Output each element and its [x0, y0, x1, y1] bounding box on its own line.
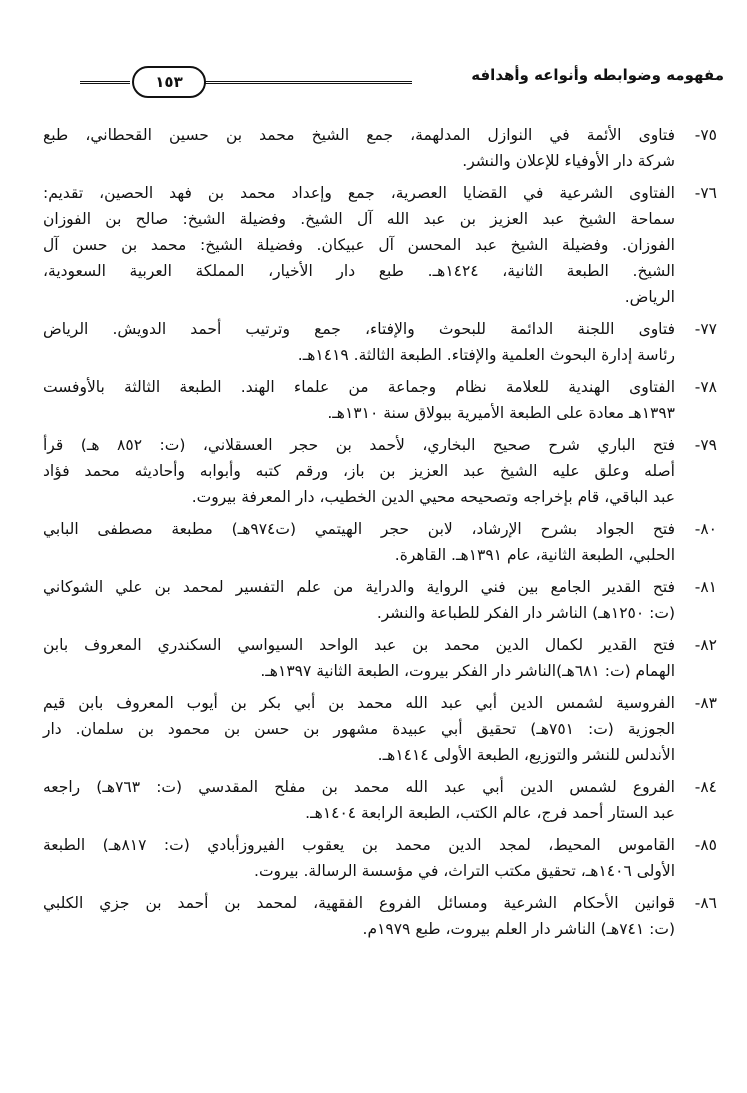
- entry-line: فتح القدير الجامع بين فني الرواية والدراية من علم التفسير لمحمد بن علي الشوكاني: [43, 578, 675, 596]
- entry-number: ٧٦-: [694, 184, 717, 202]
- entry-number: ٨٠-: [694, 520, 717, 538]
- running-header: [80, 62, 724, 102]
- entry-text: [43, 690, 675, 768]
- entry-line: الفوزان. وفضيلة الشيخ عبد المحسن آل عبيكان. وفضيلة الشيخ: محمد بن حسن آل: [43, 236, 675, 254]
- entry-number: ٧٨-: [694, 378, 717, 396]
- entry-number: ٧٩-: [694, 436, 717, 454]
- entry-line: فتح الجواد بشرح الإرشاد، لابن حجر الهيتمي (ت٩٧٤هـ) مطبعة مصطفى البابي: [43, 520, 676, 538]
- entry-line: عبد الستار أحمد فرج، عالم الكتب، الطبعة الرابعة ١٤٠٤هـ.: [305, 804, 675, 822]
- entry-text: [43, 574, 675, 626]
- entry-text: [43, 316, 675, 368]
- bibliography-entry: [43, 516, 717, 568]
- entry-line: الأولى ١٤٠٦هـ، تحقيق مكتب التراث، في مؤسسة الرسالة. بيروت.: [254, 862, 675, 880]
- entry-line: (ت: ٧٤١هـ) الناشر دار العلم بيروت، طبع ١٩٧٩م.: [362, 920, 675, 938]
- bibliography-list: [43, 122, 717, 948]
- entry-number: ٨٥-: [694, 836, 717, 854]
- entry-number: ٧٥-: [694, 126, 717, 144]
- entry-text: [43, 374, 675, 426]
- bibliography-entry: [43, 832, 717, 884]
- bibliography-entry: [43, 316, 717, 368]
- running-title: مفهومه وضوابطه وأنواعه وأهدافه: [471, 66, 724, 84]
- entry-line: فتح الباري شرح صحيح البخاري، لأحمد بن حجر العسقلاني، (ت: ٨٥٢ هـ) قرأ: [43, 436, 675, 454]
- bibliography-entry: [43, 374, 717, 426]
- entry-line: ١٣٩٣هـ معادة على الطبعة الأميرية ببولاق سنة ١٣١٠هـ.: [327, 404, 675, 422]
- bibliography-entry: [43, 690, 717, 768]
- entry-line: الأندلس للنشر والتوزيع، الطبعة الأولى ١٤١٤هـ.: [377, 746, 675, 764]
- entry-number: ٧٧-: [694, 320, 717, 338]
- entry-number: ٨٦-: [694, 894, 717, 912]
- entry-line: الجوزية (ت: ٧٥١هـ) تحقيق أبي عبيدة مشهور بن حسن بن محمود بن سلمان. دار: [43, 720, 675, 738]
- page-number: ١٥٣: [132, 66, 206, 98]
- entry-line: عبد الباقي، قام بإخراجه وتصحيحه محيي الدين الخطيب، دار المعرفة بيروت.: [191, 488, 675, 506]
- entry-line: القاموس المحيط، لمجد الدين محمد بن يعقوب الفيروزأبادي (ت: ٨١٧هـ) الطبعة: [43, 836, 675, 854]
- entry-text: [43, 180, 675, 310]
- bibliography-entry: [43, 774, 717, 826]
- entry-line: رئاسة إدارة البحوث العلمية والإفتاء. الطبعة الثالثة. ١٤١٩هـ.: [297, 346, 675, 364]
- entry-line: أصله وعلق عليه الشيخ عبد العزيز بن باز، ورقم كتبه وأبوابه وأحاديثه محمد فؤاد: [43, 462, 675, 480]
- entry-line: الرياض.: [624, 288, 675, 306]
- entry-number: ٨٣-: [694, 694, 717, 712]
- entry-line: فتاوى اللجنة الدائمة للبحوث والإفتاء، جمع وترتيب أحمد الدويش. الرياض: [43, 320, 675, 338]
- entry-text: [43, 516, 675, 568]
- entry-line: قوانين الأحكام الشرعية ومسائل الفروع الفقهية، لمحمد بن أحمد بن جزي الكلبي: [43, 894, 675, 912]
- bibliography-entry: [43, 180, 717, 310]
- entry-text: [43, 122, 675, 174]
- bibliography-entry: [43, 890, 717, 942]
- entry-text: [43, 890, 675, 942]
- bibliography-entry: [43, 632, 717, 684]
- entry-text: [43, 832, 675, 884]
- entry-line: الحلبي، الطبعة الثانية، عام ١٣٩١هـ. القاهرة.: [394, 546, 675, 564]
- header-rule-left: [80, 81, 130, 84]
- entry-line: الفروسية لشمس الدين أبي عبد الله محمد بن أبي بكر بن أيوب المعروف بابن قيم: [43, 694, 675, 712]
- entry-number: ٨١-: [694, 578, 717, 596]
- entry-text: [43, 432, 675, 510]
- entry-line: سماحة الشيخ عبد العزيز بن عبد الله آل الشيخ. وفضيلة الشيخ: صالح بن الفوزان: [43, 210, 675, 228]
- entry-line: الهمام (ت: ٦٨١هـ)الناشر دار الفكر بيروت، الطبعة الثانية ١٣٩٧هـ.: [260, 662, 675, 680]
- entry-line: فتاوى الأئمة في النوازل المدلهمة، جمع الشيخ محمد بن حسين القحطاني، طبع: [43, 126, 675, 144]
- entry-line: فتح القدير لكمال الدين محمد بن عبد الواحد السيواسي السكندري المعروف بابن: [43, 636, 675, 654]
- entry-line: الفتاوى الشرعية في القضايا العصرية، جمع وإعداد محمد بن فهد الحصين، تقديم:: [43, 184, 675, 202]
- entry-line: الشيخ. الطبعة الثانية، ١٤٢٤هـ. طبع دار الأخيار، المملكة العربية السعودية،: [43, 262, 675, 280]
- entry-line: الفتاوى الهندية للعلامة نظام وجماعة من علماء الهند. الطبعة الثالثة بالأوفست: [43, 378, 675, 396]
- bibliography-entry: [43, 574, 717, 626]
- entry-line: الفروع لشمس الدين أبي عبد الله محمد بن مفلح المقدسي (ت: ٧٦٣هـ) راجعه: [43, 778, 675, 796]
- bibliography-entry: [43, 432, 717, 510]
- entry-text: [43, 632, 675, 684]
- entry-number: ٨٤-: [694, 778, 717, 796]
- bibliography-entry: [43, 122, 717, 174]
- entry-line: شركة دار الأوفياء للإعلان والنشر.: [462, 152, 675, 170]
- entry-text: [43, 774, 675, 826]
- entry-line: (ت: ١٢٥٠هـ) الناشر دار الفكر للطباعة والنشر.: [376, 604, 675, 622]
- entry-number: ٨٢-: [694, 636, 717, 654]
